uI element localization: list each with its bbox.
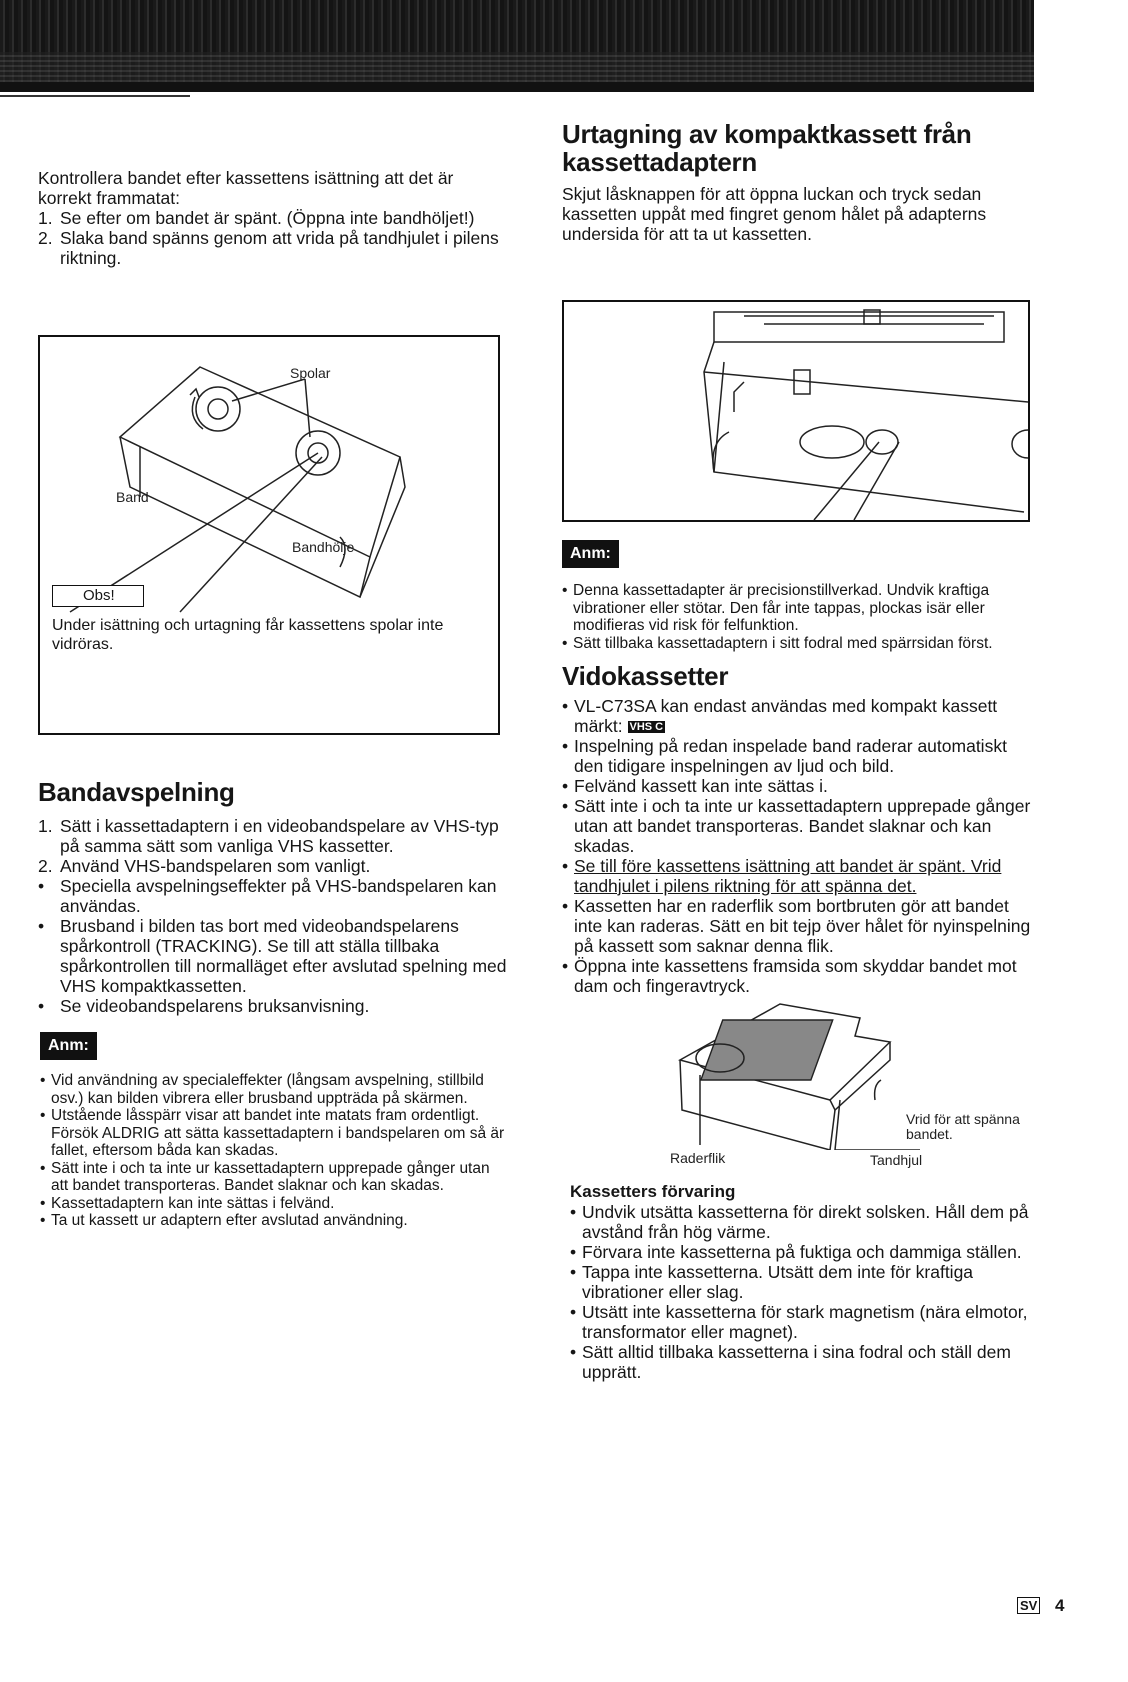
list-item [570, 1262, 1034, 1302]
bullet: • [40, 1194, 46, 1212]
list-item [570, 1242, 1034, 1262]
bullet: • [562, 582, 568, 599]
vhs-c-logo: VHS C [629, 721, 664, 734]
list-item [570, 1342, 1034, 1382]
item-text: Sätt inte i och ta inte ur kassettadaptern upprepade gånger utan att bandet transporteras. Bandet slaknar och kan skadas. [574, 796, 1031, 856]
bullet: • [562, 796, 569, 816]
item-text: Sätt tillbaka kassettadaptern i sitt fodral med spärrsidan först. [573, 634, 993, 652]
item-mark: 2. [38, 856, 53, 876]
item-mark: 1. [38, 816, 53, 836]
item-text: Denna kassettadapter är precisionstillverkad. Undvik kraftiga vibrationer eller stötar. Den får inte tappas, plockas isär eller modifieras vid risk för felfunktion. [573, 582, 990, 634]
list-item [38, 916, 508, 996]
label-band: Band [116, 489, 149, 505]
list-item [38, 208, 508, 228]
bullet: • [562, 896, 569, 916]
list-item [40, 1107, 508, 1160]
item-text: Öppna inte kassettens framsida som skyddar bandet mot dam och fingeravtryck. [574, 956, 1017, 996]
figure-caption: Under isättning och urtagning får kassettens spolar inte vidröras. [52, 617, 444, 653]
bullet: • [40, 1072, 46, 1089]
list-item [562, 776, 1034, 796]
intro-steps [38, 208, 508, 268]
list-item [40, 1195, 508, 1213]
item-text: Kassetten har en raderflik som bortbruten gör att bandet inte kan raderas. Sätt en bit tejp över hålet för nyinspelning på kassett som saknar denna flik. [574, 896, 1031, 956]
list-item [40, 1160, 508, 1195]
list-item [570, 1202, 1034, 1242]
list-item [562, 956, 1034, 996]
step-number: 2. [38, 228, 53, 248]
list-item [570, 1302, 1034, 1342]
list-item [562, 896, 1034, 956]
item-text: VL-C73SA kan endast användas med kompakt kassett märkt: [574, 696, 998, 736]
bullet: • [570, 1262, 577, 1282]
vidokassetter-list [562, 696, 1034, 996]
intro-section [38, 168, 508, 268]
item-text: Använd VHS-bandspelaren som vanligt. [60, 856, 371, 876]
list-item [562, 635, 1034, 653]
bullet: • [570, 1302, 577, 1322]
step-number: 1. [38, 208, 53, 228]
step-text: Slaka band spänns genom att vrida på tandhjulet i pilens riktning. [60, 228, 499, 268]
bullet: • [562, 736, 569, 756]
header-band [0, 0, 1034, 82]
bandavspelning-list [38, 816, 508, 1016]
header-rule [0, 82, 1034, 92]
list-item [38, 876, 508, 916]
item-text: Kassettadaptern kan inte sättas i felvänd. [51, 1194, 335, 1212]
label-spolar: Spolar [290, 365, 331, 381]
item-text-underlined: Se till före kassettens isättning att bandet är spänt. Vrid tandhjulet i pilens riktning för att spänna det. [574, 856, 1002, 896]
bullet: • [562, 856, 569, 876]
item-text: Felvänd kassett kan inte sättas i. [574, 776, 828, 796]
bullet: • [562, 776, 569, 796]
section-title: Bandavspelning [38, 777, 235, 807]
list-item [562, 582, 1034, 635]
item-text: Inspelning på redan inspelade band raderar automatiskt den tidigare inspelningen av ljud och bild. [574, 736, 1007, 776]
item-mark: • [38, 876, 45, 896]
label-tandhjul: Tandhjul [870, 1152, 923, 1168]
bullet: • [570, 1202, 577, 1222]
anm-right-list [562, 582, 1034, 652]
bullet: • [562, 696, 569, 716]
bullet: • [562, 956, 569, 976]
list-item [562, 736, 1034, 776]
step-text: Se efter om bandet är spänt. (Öppna inte bandhöljet!) [60, 208, 475, 228]
label-vrid: Vrid för att spänna bandet. [906, 1111, 1020, 1142]
label-raderflik: Raderflik [670, 1150, 726, 1166]
vidokassetter-section [562, 662, 1034, 996]
header-rule-thin [0, 95, 190, 97]
item-text: Se videobandspelarens bruksanvisning. [60, 996, 370, 1016]
list-item [40, 1212, 508, 1230]
adapter-figure [562, 300, 1030, 522]
list-item [562, 856, 1034, 896]
item-text: Tappa inte kassetterna. Utsätt dem inte för kraftiga vibrationer eller slag. [582, 1262, 974, 1302]
section-title: Vidokassetter [562, 661, 729, 691]
anm-left-list [40, 1072, 508, 1230]
urtagning-text: Skjut låsknappen för att öppna luckan och tryck sedan kassetten uppåt med fingret genom hålet på adapterns undersida för att ta ut kassetten. [562, 184, 987, 244]
item-text: Speciella avspelningseffekter på VHS-bandspelaren kan användas. [60, 876, 497, 916]
item-text: Utstående låsspärr visar att bandet inte matats fram ordentligt. Försök ALDRIG att sätta kassettadaptern i bandspelaren om så är fallet, eftersom båda kan skadas. [51, 1107, 505, 1159]
urtagning-section [562, 120, 1034, 244]
page-number: 4 [1055, 1596, 1065, 1615]
bullet: • [570, 1342, 577, 1362]
bullet: • [570, 1242, 577, 1262]
label-bandholje: Bandhölje [292, 539, 355, 555]
item-text: Sätt i kassettadaptern i en videobandspelare av VHS-typ på samma sätt som vanliga VHS kassetter. [60, 816, 499, 856]
item-text: Sätt inte i och ta inte ur kassettadaptern upprepade gånger utan att bandet transporteras. Bandet slaknar och kan skadas. [51, 1159, 490, 1194]
section-subtitle: Kassetters förvaring [570, 1182, 736, 1201]
cassette-figure [38, 335, 500, 735]
bullet: • [40, 1159, 46, 1177]
adapter-illustration [564, 302, 1028, 520]
intro-text: Kontrollera bandet efter kassettens isättning att det är korrekt frammatat: [38, 168, 454, 208]
item-mark: • [38, 916, 45, 936]
forvaring-section [570, 1182, 1034, 1382]
obs-label: Obs! [52, 585, 144, 607]
forvaring-list [570, 1202, 1034, 1382]
item-text: Utsätt inte kassetterna för stark magnetism (nära elmotor, transformator eller magnet). [582, 1302, 1028, 1342]
item-text: Undvik utsätta kassetterna för direkt solsken. Håll dem på avstånd från hög värme. [582, 1202, 1029, 1242]
bandavspelning-section [38, 778, 508, 1016]
bullet: • [40, 1212, 46, 1229]
anm-badge: Anm: [40, 1032, 97, 1060]
list-item [38, 228, 508, 268]
list-item [38, 996, 508, 1016]
language-badge: SV [1017, 1597, 1040, 1614]
item-text: Vid användning av specialeffekter (långsam avspelning, stillbild osv.) kan bilden vibrera eller brusband uppträda på skärmen. [51, 1072, 484, 1107]
list-item [38, 816, 508, 856]
compact-cassette-figure [660, 1000, 1030, 1180]
anm-left-section [40, 1032, 508, 1230]
item-mark: • [38, 996, 45, 1016]
item-text: Sätt alltid tillbaka kassetterna i sina fodral och ställ dem upprätt. [582, 1342, 1011, 1382]
list-item [38, 856, 508, 876]
bullet: • [40, 1107, 46, 1124]
section-title: Urtagning av kompaktkassett från kassettadaptern [562, 119, 972, 177]
anm-badge: Anm: [562, 540, 619, 568]
bullet: • [562, 634, 568, 652]
list-item [562, 696, 1034, 736]
item-text: Brusband i bilden tas bort med videobandspelarens spårkontroll (TRACKING). Se till att ställa tillbaka spårkontrollen till normalläget efter avslutad spelning med VHS kompaktkassetten. [60, 916, 507, 996]
anm-right-section [562, 540, 1034, 652]
item-text: Ta ut kassett ur adaptern efter avslutad användning. [51, 1212, 408, 1229]
list-item [40, 1072, 508, 1107]
list-item [562, 796, 1034, 856]
item-text: Förvara inte kassetterna på fuktiga och dammiga ställen. [582, 1242, 1022, 1262]
